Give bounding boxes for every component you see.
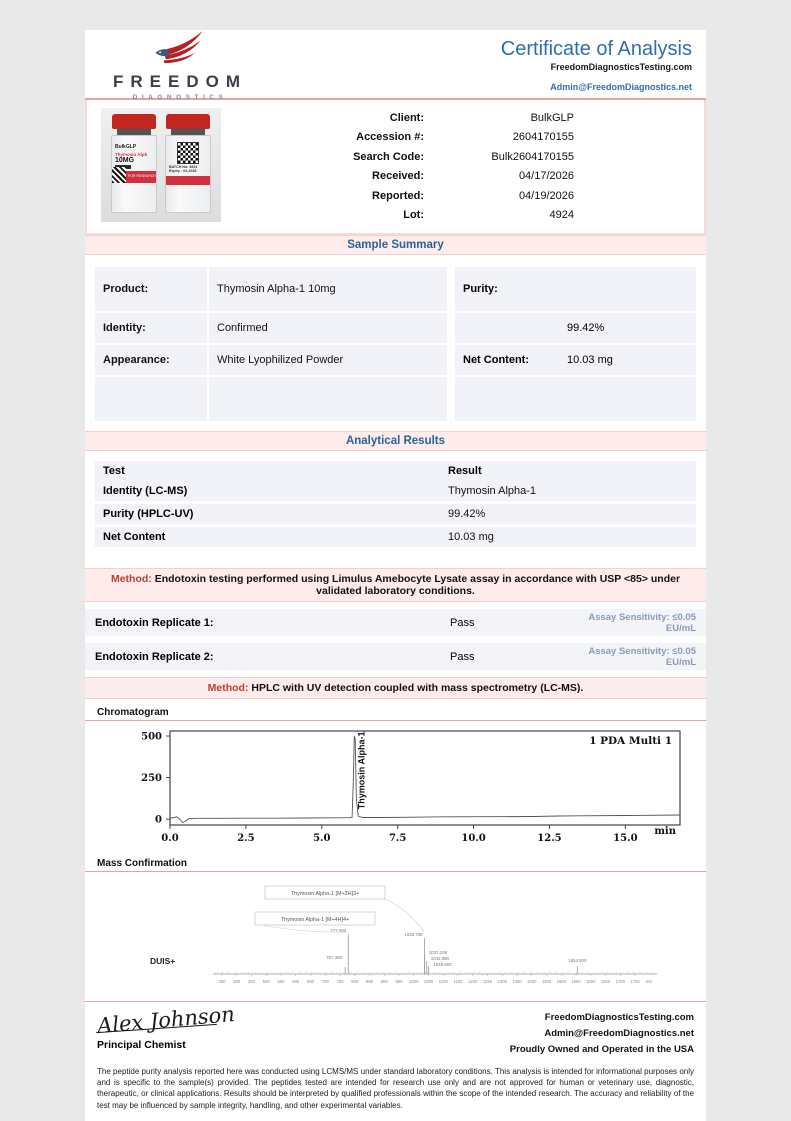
svg-text:1650: 1650	[600, 979, 611, 984]
endotoxin-result: Pass	[450, 650, 475, 663]
svg-text:1400: 1400	[527, 979, 537, 984]
purity-value: 99.42%	[567, 322, 605, 334]
svg-text:1049.800: 1049.800	[433, 962, 452, 967]
table-row: Purity:	[455, 267, 696, 311]
svg-text:1500: 1500	[556, 979, 566, 984]
svg-text:Thymosin Alpha-1 [M+4H]4+: Thymosin Alpha-1 [M+4H]4+	[280, 917, 350, 923]
table-row: Identity: Confirmed	[95, 313, 447, 343]
assay-sensitivity: Assay Sensitivity: ≤0.05 EU/mL	[588, 645, 696, 668]
svg-text:1036.708: 1036.708	[404, 932, 423, 937]
svg-text:900: 900	[380, 979, 388, 984]
svg-text:1000: 1000	[409, 979, 419, 984]
analytical-results-banner: Analytical Results	[85, 431, 706, 451]
vial-batch-label: BATCH No: 4924	[169, 165, 198, 169]
assay-sensitivity: Assay Sensitivity: ≤0.05 EU/mL	[588, 611, 696, 634]
svg-text:1200: 1200	[468, 979, 478, 984]
svg-text:Thymosin Alpha-1: Thymosin Alpha-1	[356, 731, 367, 810]
vial-cap	[112, 114, 156, 129]
endotoxin-result: Pass	[450, 616, 475, 629]
vial-expiry-label: Expiry : 04-2028	[169, 169, 197, 173]
logo-subtitle: DIAGNOSTICS	[132, 93, 228, 101]
svg-text:0: 0	[155, 814, 162, 826]
svg-text:1600: 1600	[586, 979, 596, 984]
table-row-empty	[455, 377, 696, 421]
svg-text:1750: 1750	[630, 979, 640, 984]
mass-confirmation-title: Mass Confirmation	[97, 858, 188, 869]
svg-text:1550: 1550	[571, 979, 581, 984]
svg-text:5.0: 5.0	[313, 833, 331, 844]
svg-text:DUIS+: DUIS+	[150, 956, 176, 966]
svg-text:1037.108: 1037.108	[428, 950, 448, 955]
svg-text:550: 550	[277, 979, 285, 984]
svg-text:1150: 1150	[453, 979, 463, 984]
svg-text:1700: 1700	[615, 979, 625, 984]
vial-front: BulkGLP Thymosin Alph 10MG FOR RESEARCH	[109, 114, 159, 216]
svg-text:1043.980: 1043.980	[430, 956, 450, 961]
analytical-results-table	[85, 451, 706, 564]
endotoxin-row: Endotoxin Replicate 1: Pass Assay Sensitivity: ≤0.05 EU/mL	[85, 609, 706, 636]
qr-code-icon	[177, 142, 199, 164]
svg-text:min: min	[654, 826, 676, 837]
client-fields	[221, 108, 690, 225]
table-row: Purity (HPLC-UV) 99.42%	[103, 508, 486, 520]
svg-text:m/z: m/z	[645, 979, 653, 984]
footer	[85, 1002, 706, 1060]
footer-website: FreedomDiagnosticsTesting.com	[544, 1012, 694, 1023]
svg-text:767.380: 767.380	[326, 955, 343, 960]
field-label: Lot:	[403, 209, 424, 222]
table-row-empty	[95, 377, 447, 421]
table-row: Net Content: 10.03 mg	[455, 345, 696, 375]
svg-text:1100: 1100	[438, 979, 448, 984]
svg-text:1300: 1300	[497, 979, 507, 984]
svg-text:750: 750	[336, 979, 344, 984]
svg-text:10.0: 10.0	[461, 833, 486, 844]
svg-text:12.5: 12.5	[537, 833, 562, 844]
endotoxin-row: Endotoxin Replicate 2: Pass Assay Sensitivity: ≤0.05 EU/mL	[85, 643, 706, 670]
lcms-method-banner: Method: HPLC with UV detection coupled with mass spectrometry (LC-MS).	[85, 677, 706, 699]
svg-text:250: 250	[141, 773, 162, 785]
field-value: Bulk2604170155	[491, 150, 574, 163]
svg-text:500: 500	[141, 731, 162, 743]
signature: Alex Johnson	[96, 1002, 236, 1038]
svg-text:1 PDA Multi 1: 1 PDA Multi 1	[589, 735, 672, 747]
logo	[113, 30, 247, 101]
mass-spectrum-chart	[85, 874, 706, 1001]
certificate-card	[85, 30, 706, 1121]
disclaimer-text: The peptide purity analysis reported here was conducted using LCMS/MS under standard laboratory conditions. This analysis is intended for informational purposes only and is specific to the sample(s) provided. The peptides tested are intended for research use only and are not approved for human or veterinary use, diagnostic, therapeutic, or clinical applications. Results should be interpreted by qualified professionals within the scope of the intended research. The accuracy and reliability of the test may be influenced by sample integrity, handling, and other experimental variables.	[97, 1067, 694, 1110]
svg-text:400: 400	[233, 979, 241, 984]
svg-text:650: 650	[307, 979, 314, 984]
vial-brand-label: BulkGLP	[115, 144, 137, 150]
svg-text:1350: 1350	[512, 979, 522, 984]
field-label: Client:	[389, 111, 424, 124]
svg-text:350: 350	[218, 979, 226, 984]
svg-text:1250: 1250	[482, 979, 493, 984]
product-vials-photo	[101, 108, 221, 222]
field-label: Search Code:	[353, 150, 424, 163]
signer-title: Principal Chemist	[97, 1039, 186, 1051]
field-label: Received:	[372, 170, 424, 183]
logo-name: FREEDOM	[113, 71, 247, 91]
header-website: FreedomDiagnosticsTesting.com	[550, 62, 692, 72]
svg-text:15.0: 15.0	[613, 833, 638, 844]
chromatogram-title: Chromatogram	[97, 707, 169, 718]
endotoxin-method-banner: Method: Endotoxin testing performed using Limulus Amebocyte Lysate assay in accordance with USP <85> under validated laboratory conditions.	[85, 568, 706, 602]
table-row: Product: Thymosin Alpha-1 10mg	[95, 267, 447, 311]
svg-text:Thymosin Alpha-1 [M+3H]3+: Thymosin Alpha-1 [M+3H]3+	[290, 891, 360, 897]
field-value: 04/19/2026	[518, 189, 574, 202]
field-value: 2604170155	[512, 131, 574, 144]
hazard-hatch-icon	[112, 167, 126, 183]
table-header-row: Test Result	[103, 465, 482, 477]
field-value: 4924	[549, 209, 574, 222]
vial-product-label: Thymosin Alph	[115, 152, 148, 157]
table-row: Appearance: White Lyophilized Powder	[95, 345, 447, 375]
page-title: Certificate of Analysis	[500, 38, 692, 60]
table-row: Net Content 10.03 mg	[103, 531, 494, 543]
sample-summary-table	[85, 255, 706, 431]
header-email: Admin@FreedomDiagnostics.net	[550, 82, 692, 92]
svg-text:777.980: 777.980	[330, 928, 347, 933]
svg-text:0.0: 0.0	[161, 833, 179, 844]
field-label: Reported:	[372, 189, 424, 202]
svg-text:500: 500	[262, 979, 270, 984]
header	[85, 30, 706, 101]
client-info-section	[85, 100, 706, 235]
svg-text:850: 850	[366, 979, 373, 984]
svg-text:800: 800	[351, 979, 359, 984]
sample-summary-banner: Sample Summary	[85, 235, 706, 255]
svg-text:7.5: 7.5	[388, 833, 407, 844]
svg-text:450: 450	[248, 979, 255, 984]
vial-back	[163, 114, 213, 216]
svg-text:700: 700	[321, 979, 329, 984]
svg-text:600: 600	[292, 979, 300, 984]
footer-tagline: Proudly Owned and Operated in the USA	[509, 1044, 694, 1055]
field-label: Accession #:	[356, 131, 424, 144]
svg-text:2.5: 2.5	[237, 833, 255, 844]
svg-text:1554.500: 1554.500	[568, 958, 587, 963]
net-content-value: 10.03 mg	[567, 354, 613, 366]
footer-email: Admin@FreedomDiagnostics.net	[544, 1028, 694, 1039]
eagle-flag-icon	[151, 53, 209, 70]
svg-text:950: 950	[395, 979, 403, 984]
vial-strength-label: 10MG	[115, 157, 135, 164]
field-value: 04/17/2026	[518, 170, 574, 183]
table-row: Identity (LC-MS) Thymosin Alpha-1	[103, 485, 537, 497]
table-row	[455, 313, 696, 343]
svg-text:1050: 1050	[423, 979, 434, 984]
field-value: BulkGLP	[530, 111, 574, 124]
svg-text:1450: 1450	[541, 979, 552, 984]
chromatogram-chart	[85, 723, 706, 850]
